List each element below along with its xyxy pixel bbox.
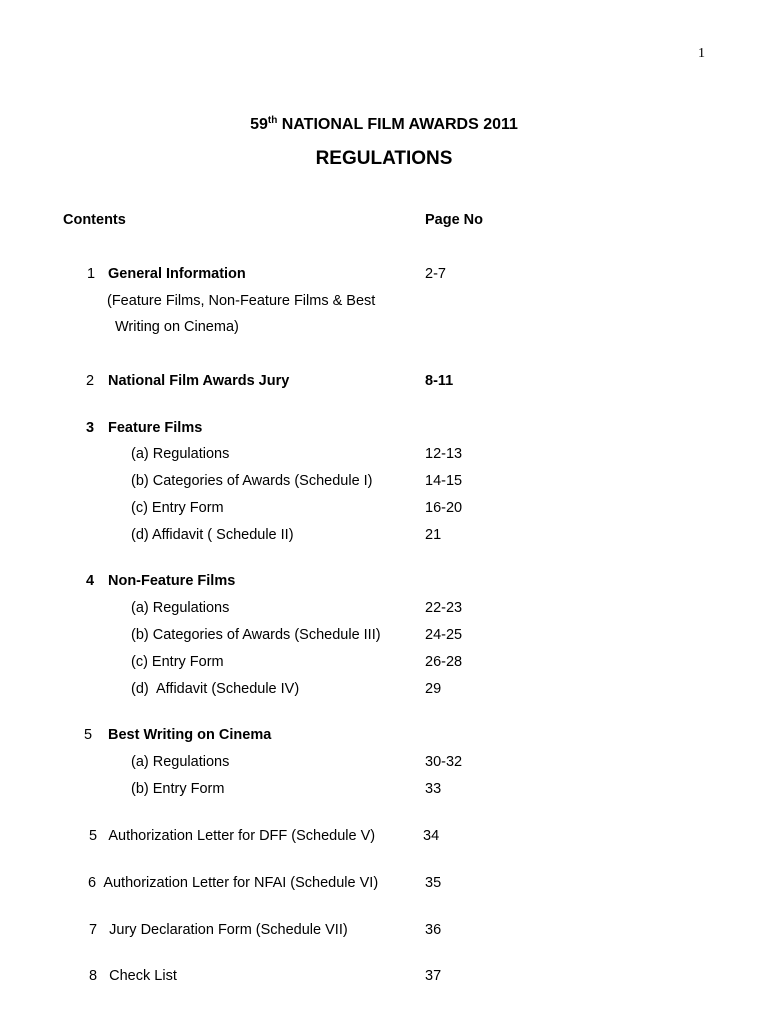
toc-section-2-pages: 8-11 — [425, 373, 454, 389]
toc-section-1-pages: 2-7 — [425, 266, 446, 282]
toc-entry-check-list-pages: 37 — [425, 968, 442, 984]
toc-item-label: (b) Entry Form — [131, 781, 225, 797]
toc-item-pages: 29 — [425, 681, 442, 697]
toc-section-4-title: Non-Feature Films — [108, 573, 236, 589]
toc-item-pages: 12-13 — [425, 446, 463, 462]
title-ordinal-suffix: th — [267, 115, 278, 126]
toc-entry-dff-authorization: 5 Authorization Letter for DFF (Schedule V) — [89, 828, 376, 844]
toc-section-5-number: 5 — [84, 727, 93, 743]
toc-section-3-title: Feature Films — [108, 420, 203, 436]
contents-header: Contents — [63, 212, 126, 228]
document-subtitle: REGULATIONS — [315, 148, 453, 169]
toc-item-label: (a) Regulations — [131, 600, 230, 616]
toc-section-1-title: General Information — [108, 266, 246, 282]
toc-item-pages: 21 — [425, 527, 442, 543]
toc-section-2-number: 2 — [86, 373, 95, 389]
toc-section-3-number: 3 — [86, 420, 95, 436]
toc-item-label: (a) Regulations — [131, 754, 230, 770]
toc-entry-check-list: 8 Check List — [89, 968, 177, 984]
toc-item-label: (b) Categories of Awards (Schedule I) — [131, 473, 373, 489]
toc-entry-nfai-authorization-pages: 35 — [425, 875, 442, 891]
toc-item-pages: 22-23 — [425, 600, 463, 616]
toc-section-1-number: 1 — [87, 266, 96, 282]
toc-item-label: (d) Affidavit (Schedule IV) — [131, 681, 300, 697]
document-title — [0, 116, 768, 134]
toc-item-pages: 30-32 — [425, 754, 463, 770]
toc-item-label: (c) Entry Form — [131, 500, 224, 516]
toc-item-label: (b) Categories of Awards (Schedule III) — [131, 627, 381, 643]
toc-entry-nfai-authorization: 6 Authorization Letter for NFAI (Schedule VI) — [88, 875, 379, 891]
toc-section-1-description: (Feature Films, Non-Feature Films & Best — [107, 293, 376, 309]
title-rest: NATIONAL FILM AWARDS 2011 — [277, 116, 518, 133]
toc-item-pages: 24-25 — [425, 627, 463, 643]
toc-item-pages: 26-28 — [425, 654, 463, 670]
toc-section-2-title: National Film Awards Jury — [108, 373, 290, 389]
toc-section-1-description-cont: Writing on Cinema) — [115, 319, 239, 335]
toc-item-pages: 33 — [425, 781, 442, 797]
toc-section-5-title: Best Writing on Cinema — [108, 727, 272, 743]
page-no-header: Page No — [425, 212, 484, 228]
toc-entry-dff-authorization-pages: 34 — [423, 828, 440, 844]
toc-item-label: (a) Regulations — [131, 446, 230, 462]
toc-entry-jury-declaration-pages: 36 — [425, 922, 442, 938]
toc-item-pages: 14-15 — [425, 473, 463, 489]
toc-item-label: (c) Entry Form — [131, 654, 224, 670]
toc-entry-jury-declaration: 7 Jury Declaration Form (Schedule VII) — [89, 922, 348, 938]
title-number: 59 — [250, 116, 268, 133]
toc-section-4-number: 4 — [86, 573, 95, 589]
page-number: 1 — [698, 46, 705, 61]
toc-item-pages: 16-20 — [425, 500, 463, 516]
toc-item-label: (d) Affidavit ( Schedule II) — [131, 527, 294, 543]
